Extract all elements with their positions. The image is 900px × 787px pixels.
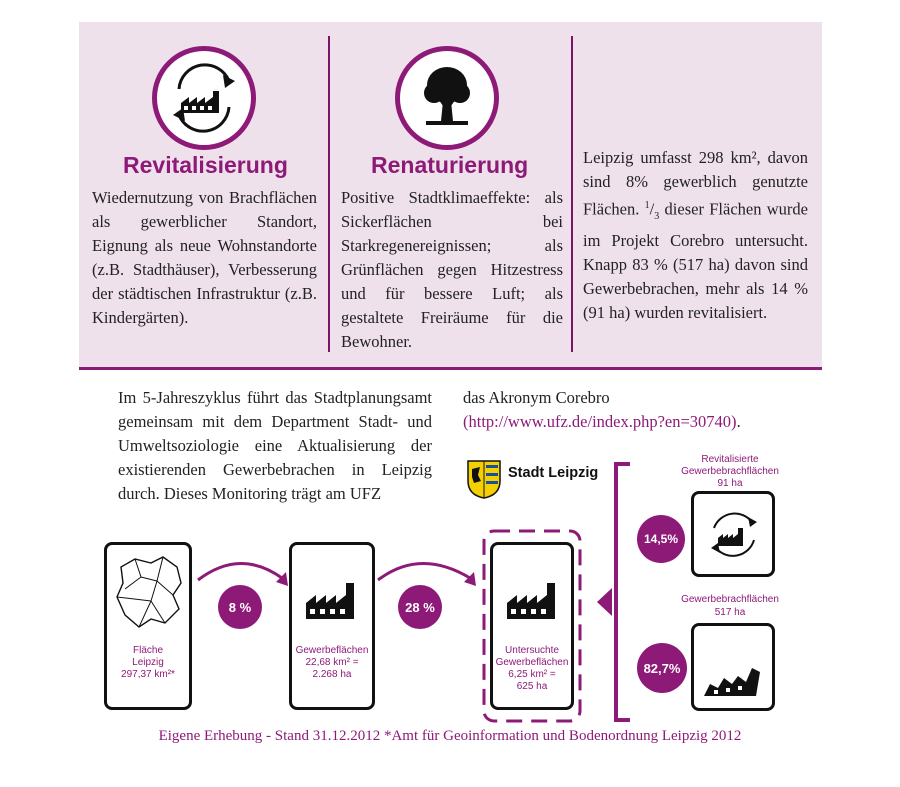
branch-bottom-value: 517 ha [714, 607, 746, 618]
card3-line4: 625 ha [516, 681, 548, 692]
card3-line2: Gewerbeflächen [495, 657, 569, 668]
factory-icon [505, 581, 563, 621]
card1-line3: 297,37 km²* [121, 669, 175, 680]
renaturierung-text: Positive Stadtklimaeffekte: als Sickerflächen bei Starkregenereignissen; als Grünflächen gegen Hitzestress und für bessere Luft; als gestaltete Freiräume für die Bewohner. [341, 188, 563, 351]
leipzig-logo-text: Stadt Leipzig [508, 465, 599, 481]
card3-line3: 6,25 km² = [508, 669, 556, 680]
body-text-left: Im 5-Jahreszyklus führt das Stadtplanungsamt gemeinsam mit dem Department Stadt- und Umweltsoziologie eine Aktualisierung der existierenden Gewerbebrachen in Leipzig durch. Dieses Monitoring trägt am UFZ [118, 388, 432, 503]
renaturierung-heading: Renaturierung [371, 152, 529, 178]
card-untersuchte-gewerbeflaechen [490, 542, 574, 710]
fraction-denominator: 3 [654, 210, 660, 222]
card3-line1: Untersuchte [505, 645, 559, 656]
body-right-prefix: das Akronym Corebro [463, 388, 610, 407]
card-flaeche-leipzig [104, 542, 192, 710]
card2-line3: 2.268 ha [312, 669, 352, 680]
facts-part-2: dieser Flächen wurde im Projekt Corebro untersucht. Knapp 83 % (517 ha) davon sind Gewerbebrachen, mehr als 14 % (91 ha) wurden revitalisiert. [583, 199, 808, 322]
card1-line1: Fläche [132, 645, 163, 656]
revitalisierung-text: Wiedernutzung von Brachflächen als gewerblicher Standort, Eignung als neue Wohnstandorte (z.B. Stadthäuser), Verbesserung der städtischen Infrastruktur (z.B. Kindergärten). [92, 188, 317, 327]
revitalisierung-heading: Revitalisierung [123, 152, 288, 178]
leipzig-map-icon [111, 553, 187, 633]
fraction-slash: / [649, 199, 655, 219]
branch-top-value: 91 ha [717, 478, 743, 489]
pct-circle-8: 8 % [218, 585, 262, 629]
card1-line2: Leipzig [132, 657, 164, 668]
fraction-numerator: 1 [644, 200, 650, 211]
pct-circle-82-7: 82,7% [637, 643, 687, 693]
pct-circle-28: 28 % [398, 585, 442, 629]
body-right-suffix: . [736, 412, 741, 431]
corebro-link[interactable]: (http://www.ufz.de/index.php?en=30740) [463, 412, 737, 431]
factory-cycle-icon [706, 508, 762, 560]
pct-circle-14-5: 14,5% [637, 515, 685, 563]
card-gewerbeflaechen [289, 542, 375, 710]
source-caption: Eigene Erhebung - Stand 31.12.2012 *Amt für Geoinformation und Bodenordnung Leipzig 2012 [158, 728, 742, 744]
branch-bottom-title: Gewerbebrachflächen [681, 594, 779, 605]
collapsed-factory-icon [702, 662, 768, 700]
branch-top-title1: Revitalisierte [701, 454, 759, 465]
card-revitalisierte [691, 491, 775, 577]
factory-icon [304, 581, 362, 621]
facts-part-1: Leipzig umfasst 298 km², davon sind 8% gewerblich genutzte Flächen. [583, 148, 808, 219]
card-gewerbebrachen [691, 623, 775, 711]
card2-line1: Gewerbeflächen [295, 645, 369, 656]
card2-line2: 22,68 km² = [305, 657, 359, 668]
branch-top-title2: Gewerbebrachflächen [681, 466, 779, 477]
